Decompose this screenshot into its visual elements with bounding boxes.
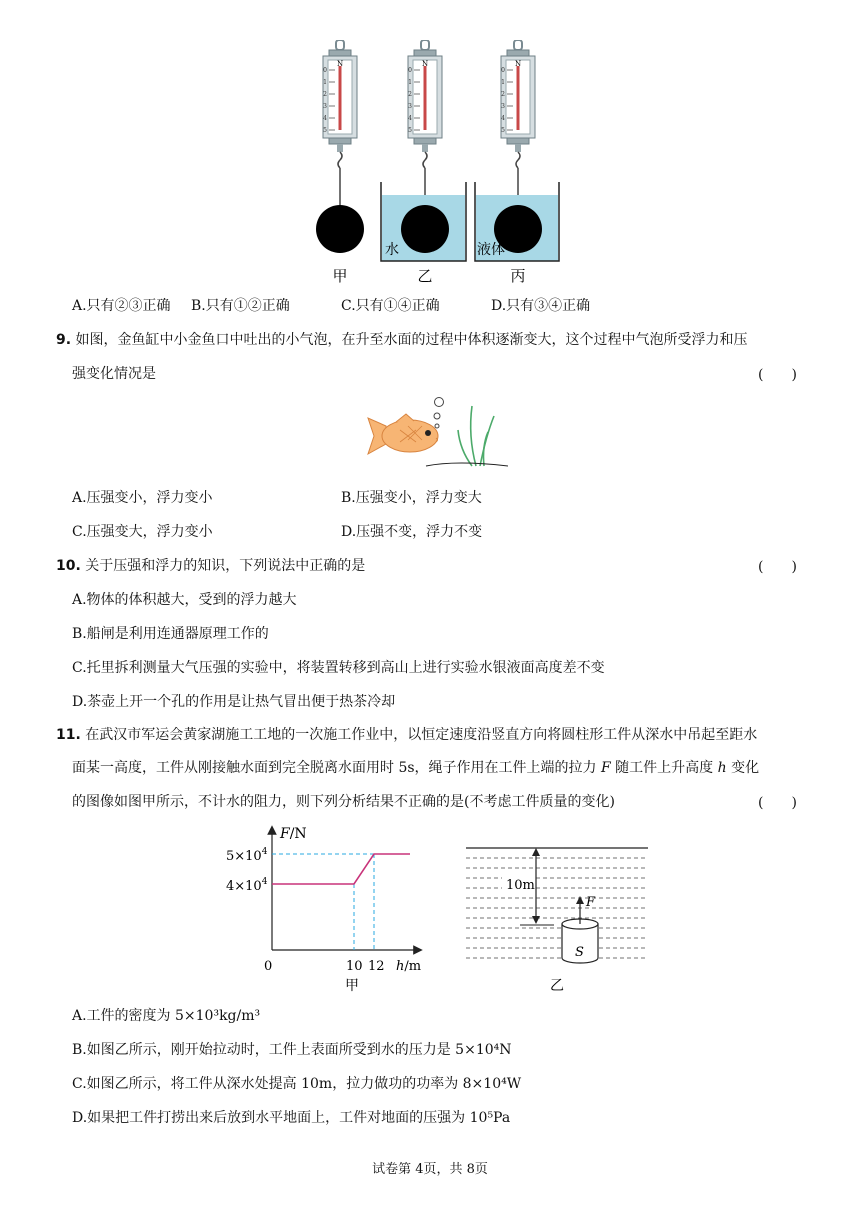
- q8-option-c: C.只有①④正确: [341, 298, 440, 314]
- x-tick-12: 12: [368, 959, 385, 974]
- q11-option-d: D.如果把工件打捞出来后放到水平地面上，工件对地面的压强为 10⁵Pa: [72, 1110, 511, 1126]
- q10-option-d: D.茶壶上开一个孔的作用是让热气冒出便于热茶冷却: [72, 694, 396, 710]
- q9-stem-line2: 强变化情况是: [72, 366, 156, 382]
- q10-option-a: A.物体的体积越大，受到的浮力越大: [72, 592, 297, 608]
- spring-scale-bing: [501, 40, 535, 152]
- y-tick-high-exp: 4: [261, 847, 268, 857]
- x-tick-0: 0: [264, 959, 273, 974]
- page-footer: 试卷第 4页，共 8页: [372, 1162, 488, 1177]
- q11-option-a: A.工件的密度为 5×10³kg/m³: [72, 1008, 261, 1024]
- bubble-large: [435, 398, 444, 407]
- x-tick-10: 10: [346, 959, 363, 974]
- force-label: F: [586, 895, 596, 910]
- tick-label: 0: [501, 67, 505, 74]
- tick-label: 4: [323, 115, 327, 122]
- q11-text-2c: 变化: [726, 760, 760, 776]
- x-axis-unit: /m: [404, 959, 422, 974]
- q11-answer-paren: ( ): [758, 795, 797, 811]
- tick-label: 5: [501, 127, 505, 134]
- tick-label: 3: [323, 103, 327, 110]
- beaker-label-bing: 液体: [477, 242, 505, 258]
- scale-unit-yi: N: [421, 60, 429, 68]
- spring-scale-yi: [408, 40, 442, 152]
- q9-option-b: B.压强变小，浮力变大: [341, 490, 482, 506]
- q9-option-c: C.压强变大，浮力变小: [72, 524, 213, 540]
- q11-text-1: 在武汉市军运会黄家湖施工工地的一次施工作业中，以恒定速度沿竖直方向将圆柱形工件从深水中吊起至距水: [85, 727, 758, 743]
- force-height-graph: [222, 822, 430, 996]
- tick-label: 2: [408, 91, 412, 98]
- q11-var-h: h: [717, 760, 727, 776]
- tick-label: 3: [501, 103, 505, 110]
- y-tick-high-base: 5×10: [226, 849, 262, 864]
- q10-answer-paren: ( ): [758, 559, 797, 575]
- q9-option-a: A.压强变小，浮力变小: [72, 490, 213, 506]
- tick-label: 5: [323, 127, 327, 134]
- y-axis-unit: /N: [289, 826, 307, 842]
- y-axis-var: F: [280, 826, 290, 842]
- tick-label: 4: [408, 115, 412, 122]
- q11-text-2b: 随工件上升高度: [610, 760, 718, 776]
- x-axis-label: [396, 959, 421, 974]
- x-axis-var: h: [396, 959, 405, 974]
- y-tick-low: [226, 877, 268, 894]
- tick-label: 2: [323, 91, 327, 98]
- tick-label: 5: [408, 127, 412, 134]
- q8-option-d: D.只有③④正确: [491, 298, 591, 314]
- figure-label-bing: 丙: [510, 267, 526, 285]
- q9-stem-line1: [56, 330, 748, 350]
- q10-stem: [56, 556, 365, 576]
- tick-label: 3: [408, 103, 412, 110]
- tick-label: 1: [323, 79, 327, 86]
- q9-text-1: 如图，金鱼缸中小金鱼口中吐出的小气泡，在升至水面的过程中体积逐渐变大，这个过程中气泡所受浮力和压: [75, 332, 748, 348]
- diagram-caption: 乙: [550, 978, 564, 994]
- beaker-label-yi: 水: [385, 242, 399, 258]
- q10-option-b: B.船闸是利用连通器原理工作的: [72, 626, 269, 642]
- ball-yi: [401, 205, 449, 253]
- bubble-small: [435, 424, 439, 428]
- scale-unit-jia: N: [336, 60, 344, 68]
- y-tick-high: [226, 847, 268, 864]
- y-tick-low-exp: 4: [261, 877, 268, 887]
- goldfish-icon: [368, 414, 438, 454]
- q11-number: 11.: [56, 727, 81, 743]
- q11-option-c: C.如图乙所示，将工件从深水处提高 10m，拉力做功的功率为 8×10⁴W: [72, 1076, 522, 1092]
- tick-label: 0: [408, 67, 412, 74]
- tick-label: 0: [323, 67, 327, 74]
- q11-stem-line3: 的图像如图甲所示，不计水的阻力，则下列分析结果不正确的是(不考虑工件质量的变化): [72, 794, 615, 810]
- figure-label-yi: 乙: [417, 267, 433, 285]
- q8-option-b: B.只有①②正确: [191, 298, 290, 314]
- y-tick-low-base: 4×10: [226, 879, 262, 894]
- depth-label: 10m: [506, 878, 535, 893]
- seaweed-icon: [458, 406, 494, 466]
- scale-unit-bing: N: [514, 60, 522, 68]
- q11-var-F: F: [601, 760, 611, 776]
- q9-answer-paren: ( ): [758, 367, 797, 383]
- q11-stem-line1: [56, 725, 757, 745]
- q10-text: 关于压强和浮力的知识，下列说法中正确的是: [85, 558, 366, 574]
- spring-scale-jia: [323, 40, 357, 152]
- figure-label-jia: 甲: [332, 267, 348, 285]
- q9-option-d: D.压强不变，浮力不变: [341, 524, 483, 540]
- goldfish-figure: [366, 396, 508, 472]
- q11-option-b: B.如图乙所示，刚开始拉动时，工件上表面所受到水的压力是 5×10⁴N: [72, 1042, 512, 1058]
- spring-scale-figure: [300, 40, 570, 288]
- q11-text-2a: 面某一高度，工件从刚接触水面到完全脱离水面用时 5s，绳子作用在工件上端的拉力: [72, 760, 601, 776]
- bubble-medium: [434, 413, 440, 419]
- force-curve: [272, 854, 410, 884]
- graph-caption: 甲: [345, 978, 359, 994]
- area-label: S: [575, 945, 584, 960]
- tick-label: 2: [501, 91, 505, 98]
- q8-option-a: A.只有②③正确: [72, 298, 171, 314]
- ball-jia: [316, 205, 364, 253]
- water-depth-diagram: [462, 840, 652, 996]
- q11-stem-line2: [72, 758, 759, 778]
- q10-option-c: C.托里拆利测量大气压强的实验中，将装置转移到高山上进行实验水银液面高度差不变: [72, 660, 605, 676]
- y-axis-label: [279, 826, 307, 842]
- tick-label: 1: [501, 79, 505, 86]
- q10-number: 10.: [56, 558, 81, 574]
- tick-label: 1: [408, 79, 412, 86]
- q9-number: 9.: [56, 332, 72, 348]
- tick-label: 4: [501, 115, 505, 122]
